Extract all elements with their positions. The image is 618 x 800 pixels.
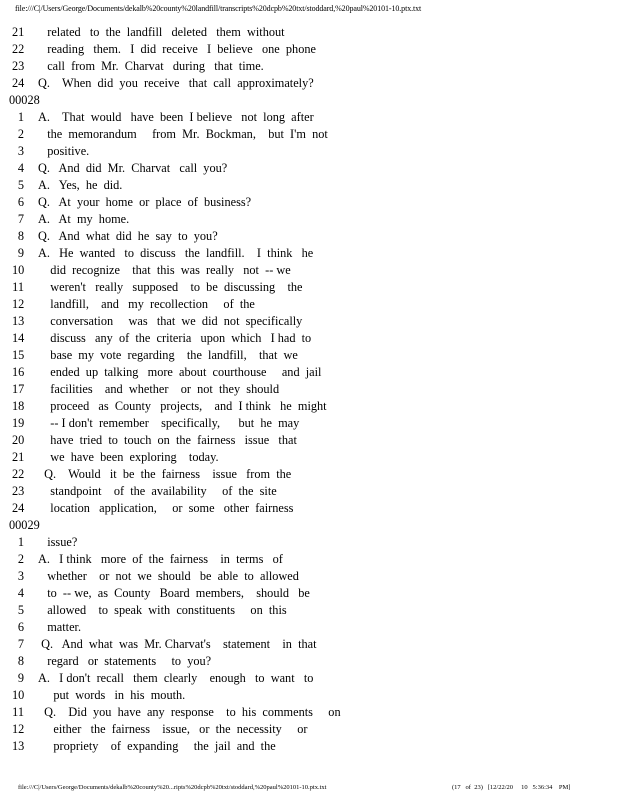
transcript-line <box>0 160 618 177</box>
line-text: Q. And did Mr. Charvat call you? <box>38 161 228 175</box>
line-text: propriety of expanding the jail and the <box>38 739 276 753</box>
line-number: 13 <box>12 739 25 753</box>
line-number: 22 <box>12 467 25 481</box>
transcript-line <box>0 58 618 75</box>
line-number: 24 <box>12 76 25 90</box>
line-text: location application, or some other fairness <box>38 501 294 515</box>
line-text: have tried to touch on the fairness issue that <box>38 433 297 447</box>
line-number: 2 <box>17 552 24 566</box>
transcript-line <box>0 500 618 517</box>
transcript-line <box>0 245 618 262</box>
line-number: 4 <box>17 161 24 175</box>
transcript-line <box>0 194 618 211</box>
transcript-line <box>0 483 618 500</box>
transcript-line <box>0 143 618 160</box>
line-text: Q. And what did he say to you? <box>38 229 218 243</box>
line-number: 8 <box>17 654 24 668</box>
line-number: 5 <box>17 603 24 617</box>
transcript-line <box>0 347 618 364</box>
line-text: Q. Would it be the fairness issue from the <box>38 467 292 481</box>
transcript-line <box>0 534 618 551</box>
line-number: 11 <box>12 705 24 719</box>
transcript-line <box>0 296 618 313</box>
transcript-line <box>0 721 618 738</box>
line-text: landfill, and my recollection of the <box>38 297 255 311</box>
line-text: to -- we, as County Board members, should be <box>38 586 310 600</box>
line-text: reading them. I did receive I believe one phone <box>38 42 316 56</box>
transcript-line <box>0 313 618 330</box>
line-text: proceed as County projects, and I think he might <box>38 399 327 413</box>
line-text: either the fairness issue, or the necessity or <box>38 722 308 736</box>
line-number: 3 <box>17 144 24 158</box>
transcript-line <box>0 415 618 432</box>
line-text: A. I don't recall them clearly enough to want to <box>38 671 314 685</box>
line-number: 1 <box>17 535 24 549</box>
line-number: 20 <box>12 433 25 447</box>
line-text: ended up talking more about courthouse and jail <box>38 365 322 379</box>
transcript-line <box>0 653 618 670</box>
line-number: 2 <box>17 127 24 141</box>
line-number: 7 <box>17 637 24 651</box>
line-text: Q. When did you receive that call approximately? <box>38 76 314 90</box>
line-text: A. At my home. <box>38 212 130 226</box>
line-number: 11 <box>12 280 24 294</box>
line-text: discuss any of the criteria upon which I had to <box>38 331 312 345</box>
line-number: 9 <box>17 246 24 260</box>
line-number: 4 <box>17 586 24 600</box>
file-path-footer: file:///C|/Users/George/Documents/dekalb%20county%20...ripts%20dcpb%20txt/stoddard,%20paul%20101-10.ptx.txt <box>18 784 327 791</box>
line-text: Q. At your home or place of business? <box>38 195 252 209</box>
line-number: 12 <box>12 297 25 311</box>
line-number: 12 <box>12 722 25 736</box>
transcript-line <box>0 262 618 279</box>
line-number: 21 <box>12 450 25 464</box>
line-number: 23 <box>12 59 25 73</box>
file-path-header: file:///C|/Users/George/Documents/dekalb%20county%20landfill/transcripts%20dcpb%20txt/stoddard,%20paul%20101-10.ptx.txt <box>15 4 422 13</box>
line-number: 13 <box>12 314 25 328</box>
page-info: (17 of 23) [12/22/20 10 5:36:34 PM] <box>452 784 571 791</box>
line-number: 18 <box>12 399 25 413</box>
transcript-line <box>0 670 618 687</box>
line-text: related to the landfill deleted them without <box>38 25 285 39</box>
line-text: positive. <box>38 144 90 158</box>
transcript-line <box>0 126 618 143</box>
line-text: base my vote regarding the landfill, that we <box>38 348 298 362</box>
transcript-line <box>0 738 618 755</box>
line-number: 14 <box>12 331 25 345</box>
line-text: standpoint of the availability of the site <box>38 484 277 498</box>
transcript-line <box>0 381 618 398</box>
line-text: call from Mr. Charvat during that time. <box>38 59 264 73</box>
transcript-line <box>0 228 618 245</box>
line-text: A. I think more of the fairness in terms of <box>38 552 283 566</box>
line-text: did recognize that this was really not -- we <box>38 263 291 277</box>
line-number: 21 <box>12 25 25 39</box>
line-number: 1 <box>17 110 24 124</box>
line-text: -- I don't remember specifically, but he may <box>38 416 300 430</box>
transcript-line <box>0 466 618 483</box>
transcript-line <box>0 704 618 721</box>
line-number: 5 <box>17 178 24 192</box>
line-number: 16 <box>12 365 25 379</box>
transcript-line <box>0 398 618 415</box>
page-number: 00028 <box>9 93 40 107</box>
transcript-line <box>0 279 618 296</box>
transcript-line <box>0 585 618 602</box>
line-text: the memorandum from Mr. Bockman, but I'm not <box>38 127 328 141</box>
line-number: 24 <box>12 501 25 515</box>
transcript-body <box>0 24 618 755</box>
transcript-line <box>0 432 618 449</box>
line-text: A. He wanted to discuss the landfill. I think he <box>38 246 314 260</box>
transcript-line <box>0 211 618 228</box>
line-text: A. That would have been I believe not long after <box>38 110 314 124</box>
page-number-marker <box>0 92 618 109</box>
line-text: Q. And what was Mr. Charvat's statement in that <box>38 637 317 651</box>
line-text: weren't really supposed to be discussing the <box>38 280 303 294</box>
transcript-line <box>0 551 618 568</box>
line-text: conversation was that we did not specifically <box>38 314 303 328</box>
transcript-line <box>0 109 618 126</box>
transcript-line <box>0 75 618 92</box>
transcript-line <box>0 364 618 381</box>
line-text: Q. Did you have any response to his comments on <box>38 705 341 719</box>
transcript-line <box>0 602 618 619</box>
line-number: 23 <box>12 484 25 498</box>
line-text: issue? <box>38 535 78 549</box>
line-text: put words in his mouth. <box>38 688 186 702</box>
transcript-line <box>0 330 618 347</box>
line-number: 19 <box>12 416 25 430</box>
line-number: 8 <box>17 229 24 243</box>
line-text: matter. <box>38 620 82 634</box>
line-number: 3 <box>17 569 24 583</box>
line-number: 7 <box>17 212 24 226</box>
transcript-line <box>0 636 618 653</box>
transcript-line <box>0 24 618 41</box>
line-number: 6 <box>17 620 24 634</box>
line-number: 10 <box>12 688 25 702</box>
line-text: allowed to speak with constituents on this <box>38 603 287 617</box>
transcript-line <box>0 619 618 636</box>
line-number: 6 <box>17 195 24 209</box>
line-number: 15 <box>12 348 25 362</box>
line-text: whether or not we should be able to allowed <box>38 569 299 583</box>
line-text: A. Yes, he did. <box>38 178 123 192</box>
line-text: we have been exploring today. <box>38 450 219 464</box>
transcript-line <box>0 177 618 194</box>
page-number: 00029 <box>9 518 40 532</box>
line-text: regard or statements to you? <box>38 654 212 668</box>
transcript-line <box>0 568 618 585</box>
line-number: 9 <box>17 671 24 685</box>
line-text: facilities and whether or not they should <box>38 382 280 396</box>
transcript-line <box>0 41 618 58</box>
line-number: 17 <box>12 382 25 396</box>
page-number-marker <box>0 517 618 534</box>
line-number: 22 <box>12 42 25 56</box>
transcript-line <box>0 449 618 466</box>
transcript-line <box>0 687 618 704</box>
line-number: 10 <box>12 263 25 277</box>
